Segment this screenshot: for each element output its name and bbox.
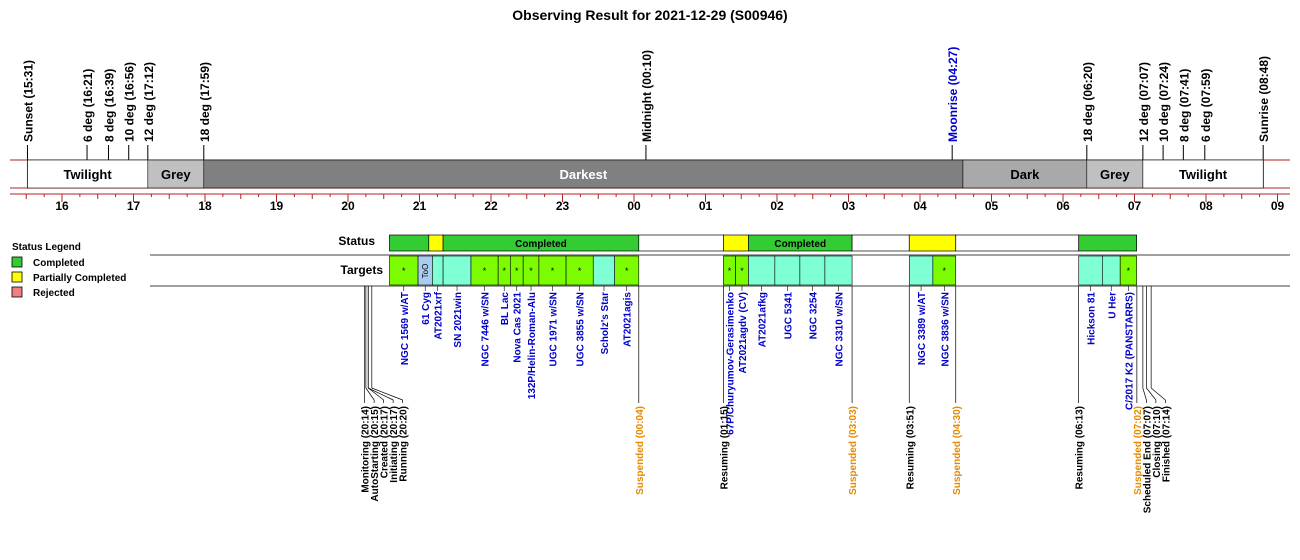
axis-tick-label-08: 08 — [1199, 199, 1213, 213]
bottom-event-label-resuming-01-15: Resuming (01:15) — [719, 406, 731, 490]
target-block-ngc-3310-w-sn — [825, 256, 852, 285]
band-label-grey: Grey — [160, 167, 191, 182]
axis-tick-label-20: 20 — [341, 199, 355, 213]
top-event-label-10-deg-07-24: 10 deg (07:24) — [1157, 61, 1172, 142]
bottom-event-fan — [1146, 388, 1155, 400]
top-event-label-8-deg-16-39: 8 deg (16:39) — [102, 68, 117, 142]
legend-swatch-partially-completed — [12, 272, 22, 282]
hour-axis — [10, 194, 1290, 213]
bottom-event-label-resuming-06-13: Resuming (06:13) — [1074, 406, 1086, 490]
target-block-at2021xrf — [432, 256, 443, 285]
target-name-ugc-5341: UGC 5341 — [783, 292, 795, 340]
axis-tick-label-06: 06 — [1056, 199, 1070, 213]
top-event-label-sunrise-08-48: Sunrise (08:48) — [1257, 55, 1272, 142]
status-segment-completed — [389, 235, 428, 251]
target-name-ugc-3855-w-sn: UGC 3855 w/SN — [575, 292, 587, 367]
status-legend — [12, 242, 126, 299]
bottom-event-label-suspended-07-02: Suspended (07:02) — [1132, 406, 1144, 495]
axis-tick-label-16: 16 — [55, 199, 69, 213]
status-segment-completed — [1079, 235, 1137, 251]
bottom-event-label-running-20-20: Running (20:20) — [398, 406, 410, 482]
legend-swatch-rejected — [12, 287, 22, 297]
target-mark: * — [1126, 266, 1131, 276]
status-row-label: Status — [338, 234, 375, 248]
band-label-twilight: Twilight — [1178, 167, 1228, 182]
axis-tick-label-07: 07 — [1127, 199, 1142, 213]
targets-row-label: Targets — [340, 263, 383, 277]
status-segment-partially-completed — [723, 235, 748, 251]
bottom-event-label-suspended-03-03: Suspended (03:03) — [848, 406, 860, 495]
target-name-at2021xrf: AT2021xrf — [433, 292, 445, 340]
top-event-label-moonrise-04-27: Moonrise (04:27) — [946, 46, 961, 142]
target-name-at2021agis: AT2021agis — [622, 292, 634, 347]
axis-tick-label-02: 02 — [770, 199, 784, 213]
axis-tick-label-19: 19 — [269, 199, 284, 213]
top-event-label-12-deg-17-12: 12 deg (17:12) — [141, 61, 156, 142]
target-name-ngc-3389-w-at: NGC 3389 w/AT — [917, 292, 929, 366]
target-mark: * — [402, 266, 406, 276]
status-segment-partially-completed — [429, 235, 443, 251]
target-mark: * — [550, 266, 555, 276]
top-event-label-12-deg-07-07: 12 deg (07:07) — [1136, 61, 1151, 142]
target-name-nova-cas-2021: Nova Cas 2021 — [512, 292, 524, 363]
bottom-event-label-initiating-20-17: Initiating (20:17) — [389, 406, 401, 483]
target-name-bl-lac: BL Lac — [500, 292, 512, 326]
target-mark: * — [502, 266, 506, 276]
bottom-event-fan — [1151, 388, 1165, 400]
axis-tick-label-21: 21 — [412, 199, 427, 213]
target-name-sn-2021win: SN 2021win — [453, 291, 465, 348]
target-block-at2021afkg — [748, 256, 774, 285]
top-event-label-midnight-00-10: Midnight (00:10) — [639, 50, 654, 142]
status-segment-label: Completed — [774, 239, 827, 250]
bottom-event-label-suspended-04-30: Suspended (04:30) — [951, 406, 963, 495]
band-label-grey: Grey — [1100, 167, 1130, 182]
legend-title: Status Legend — [12, 242, 81, 253]
bottom-event-label-resuming-03-51: Resuming (03:51) — [905, 406, 917, 490]
target-mark: * — [482, 266, 487, 276]
target-block-ngc-3389-w-at — [909, 256, 933, 285]
band-label-dark: Dark — [1010, 167, 1040, 182]
bottom-event-fan — [1143, 388, 1146, 400]
axis-tick-label-04: 04 — [913, 199, 927, 213]
status-segment-none — [956, 235, 1079, 251]
target-block-sn-2021win — [443, 256, 471, 285]
target-name-ngc-7446-w-sn: NGC 7446 w/SN — [480, 292, 492, 367]
chart-title: Observing Result for 2021-12-29 (S00946) — [512, 7, 788, 23]
bottom-event-label-suspended-00-04: Suspended (00:04) — [634, 406, 646, 495]
target-name-ugc-1971-w-sn: UGC 1971 w/SN — [548, 292, 560, 367]
axis-tick-label-17: 17 — [126, 199, 141, 213]
axis-tick-label-01: 01 — [698, 199, 713, 213]
top-event-label-18-deg-06-20: 18 deg (06:20) — [1080, 61, 1095, 142]
legend-label-completed: Completed — [33, 258, 85, 269]
target-block-scholz-s-star — [593, 256, 614, 285]
target-block-u-her — [1102, 256, 1120, 285]
target-mark: * — [624, 266, 629, 276]
bottom-event-label-created-20-17: Created (20:17) — [379, 406, 391, 479]
legend-label-partially-completed: Partially Completed — [33, 273, 127, 284]
status-segment-partially-completed — [909, 235, 955, 251]
axis-tick-label-23: 23 — [555, 199, 570, 213]
target-mark: * — [514, 266, 519, 276]
target-name-scholz-s-star: Scholz's Star — [599, 292, 611, 355]
target-block-ngc-3254 — [800, 256, 825, 285]
target-mark: * — [740, 266, 744, 276]
axis-tick-label-03: 03 — [841, 199, 856, 213]
target-name-132p-helin-roman-alu: 132P/Helin-Roman-Alu — [527, 292, 539, 400]
axis-tick-label-18: 18 — [198, 199, 212, 213]
top-event-label-10-deg-16-56: 10 deg (16:56) — [122, 61, 137, 142]
top-event-label-6-deg-07-59: 6 deg (07:59) — [1198, 68, 1213, 142]
axis-tick-label-22: 22 — [484, 199, 498, 213]
status-segment-label: Completed — [515, 239, 567, 250]
target-name-ngc-3254: NGC 3254 — [808, 292, 820, 340]
band-label-darkest: Darkest — [559, 167, 608, 182]
axis-tick-label-05: 05 — [984, 199, 999, 213]
status-segments — [389, 235, 1136, 251]
target-name-ngc-3310-w-sn: NGC 3310 w/SN — [834, 292, 846, 367]
target-mark: * — [577, 266, 582, 276]
target-blocks — [389, 256, 1136, 435]
bottom-event-label-autostarting-20-15: AutoStarting (20:15) — [370, 406, 382, 502]
bottom-event-fan — [368, 388, 393, 400]
target-mark: * — [727, 266, 732, 276]
top-event-label-sunset-15-31: Sunset (15:31) — [21, 59, 36, 142]
target-name-ngc-1569-w-at: NGC 1569 w/AT — [399, 292, 411, 366]
band-label-twilight: Twilight — [63, 167, 112, 182]
bottom-event-label-closing-07-10: Closing (07:10) — [1151, 406, 1163, 478]
target-name-61-cyg: 61 Cyg — [421, 292, 433, 325]
bottom-event-label-monitoring-20-14: Monitoring (20:14) — [360, 406, 372, 493]
status-segment-none — [639, 235, 724, 251]
target-block-ugc-5341 — [775, 256, 800, 285]
top-event-label-8-deg-07-41: 8 deg (07:41) — [1177, 68, 1192, 142]
status-segment-none — [852, 235, 909, 251]
top-event-label-18-deg-17-59: 18 deg (17:59) — [197, 61, 212, 142]
target-name-at2021afkg: AT2021afkg — [757, 292, 769, 348]
target-mark: ToO — [421, 263, 431, 279]
bottom-event-label-finished-07-14: Finished (07:14) — [1161, 406, 1173, 483]
top-event-label-6-deg-16-21: 6 deg (16:21) — [81, 68, 96, 142]
target-mark: * — [529, 266, 533, 276]
sky-bands — [10, 160, 1290, 188]
axis-tick-label-00: 00 — [627, 199, 641, 213]
target-name-u-her: U Her — [1107, 292, 1119, 319]
target-block-hickson-81 — [1079, 256, 1103, 285]
target-name-at2021agdv-cv: AT2021agdv (CV) — [737, 292, 749, 374]
bottom-event-label-scheduled-end-07-07: Scheduled End (07:07) — [1142, 406, 1154, 514]
target-name-67p-churyumov-gerasimenko: 67P/Churyumov-Gerasimenko — [725, 292, 737, 435]
target-name-c-2017-k2-panstarrs: C/2017 K2 (PANSTARRS) — [1124, 292, 1136, 410]
target-name-hickson-81: Hickson 81 — [1086, 292, 1098, 345]
axis-tick-label-09: 09 — [1270, 199, 1285, 213]
legend-swatch-completed — [12, 257, 22, 267]
legend-label-rejected: Rejected — [33, 288, 75, 299]
target-name-ngc-3836-w-sn: NGC 3836 w/SN — [940, 292, 952, 367]
target-mark: * — [942, 266, 947, 276]
